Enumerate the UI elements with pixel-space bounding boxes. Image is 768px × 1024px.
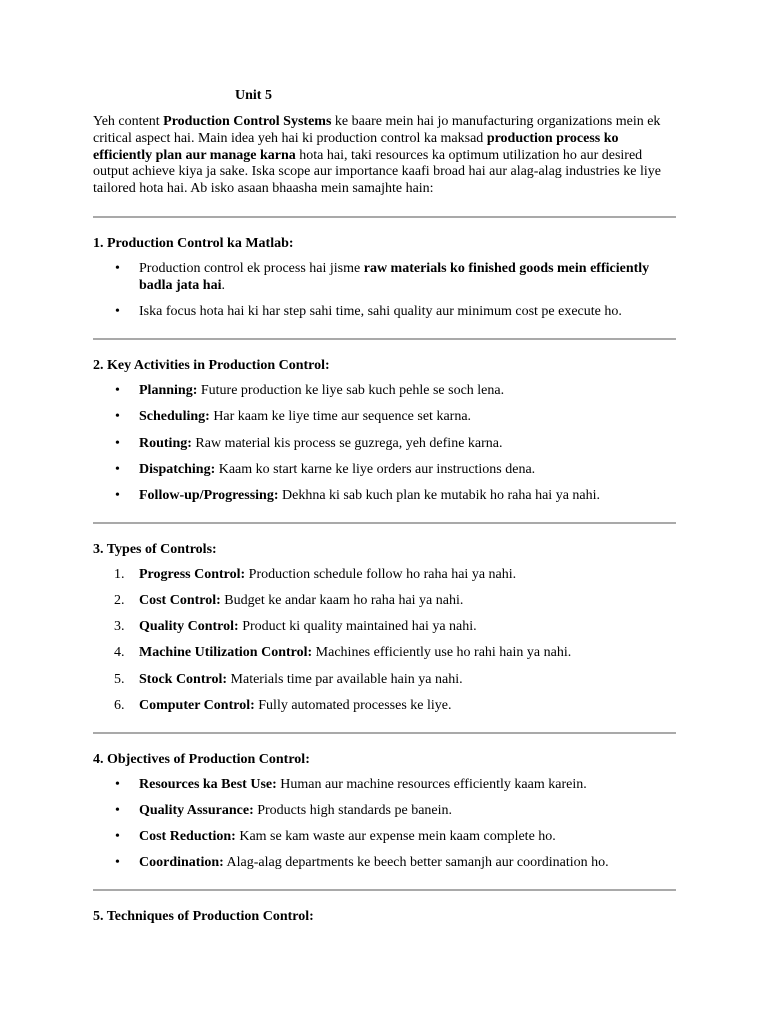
list-item [93, 408, 676, 425]
list-item [93, 618, 676, 635]
item-desc: Har kaam ke liye time aur sequence set karna. [209, 409, 472, 425]
intro-text-1: Yeh content [93, 114, 164, 129]
bullet-list-2 [93, 382, 676, 504]
item-number: 2. [114, 593, 125, 609]
bullet-marker: • [115, 409, 120, 425]
item-desc: Products high standards pe banein. [253, 803, 453, 819]
bullet-marker: • [115, 435, 120, 451]
item-bold: raw materials ko finished goods mein efficiently badla jata hai [139, 260, 650, 293]
item-desc: Production schedule follow ho raha hai ya nahi. [245, 566, 517, 582]
item-term: Routing: [139, 435, 192, 451]
document-page [93, 86, 676, 933]
list-item [93, 435, 676, 452]
list-item [93, 566, 676, 583]
item-term: Cost Control: [139, 593, 221, 609]
item-desc: Alag-alag departments ke beech better samanjh aur coordination ho. [223, 855, 609, 871]
list-item [93, 260, 676, 294]
item-term: Quality Assurance: [139, 803, 254, 819]
item-number: 4. [114, 645, 125, 661]
item-term: Progress Control: [139, 566, 246, 582]
section-heading-2: 2. Key Activities in Production Control: [93, 358, 330, 374]
list-item [93, 802, 676, 819]
item-desc: Dekhna ki sab kuch plan ke mutabik ho raha hai ya nahi. [278, 487, 601, 503]
section-divider [93, 522, 676, 524]
item-term: Cost Reduction: [139, 829, 236, 845]
bullet-list-4 [93, 776, 676, 872]
bullet-marker: • [115, 776, 120, 792]
intro-text-3: hota hai, taki resources ka optimum utilization ho aur desired output achieve kiya ja sake. Iska scope aur importance kaafi broad hai aur alag-alag industries ke liye tailored hota hai. Ab isko asaan bhaasha mein samajhte hain: [93, 147, 661, 197]
bullet-marker: • [115, 304, 120, 320]
section-divider [93, 338, 676, 340]
bullet-marker: • [115, 855, 120, 871]
list-item [93, 854, 676, 871]
item-desc: Product ki quality maintained hai ya nahi. [238, 619, 477, 635]
item-term: Follow-up/Progressing: [139, 487, 279, 503]
intro-bold-1: Production Control Systems [163, 114, 332, 129]
section-heading-4: 4. Objectives of Production Control: [93, 751, 310, 767]
bullet-marker: • [115, 461, 120, 477]
bullet-marker: • [115, 383, 120, 399]
list-item [93, 697, 676, 714]
section-heading-3: 3. Types of Controls: [93, 541, 217, 557]
item-term: Computer Control: [139, 697, 255, 713]
list-item [93, 382, 676, 399]
list-item [93, 461, 676, 478]
section-divider [93, 732, 676, 734]
item-number: 5. [114, 671, 125, 687]
item-text: Production control ek process hai jisme [139, 260, 364, 276]
item-term: Coordination: [139, 855, 224, 871]
section-divider [93, 216, 676, 218]
page-title: Unit 5 [235, 88, 272, 103]
item-text: . [221, 277, 225, 293]
item-desc: Human aur machine resources efficiently kaam karein. [276, 776, 587, 792]
item-desc: Kam se kam waste aur expense mein kaam complete ho. [235, 829, 556, 845]
section-heading-1: 1. Production Control ka Matlab: [93, 235, 294, 251]
item-term: Resources ka Best Use: [139, 776, 277, 792]
item-desc: Materials time par available hain ya nahi. [227, 671, 463, 687]
intro-bold-2: production process ko efficiently plan aur manage karna [93, 130, 619, 163]
item-term: Scheduling: [139, 409, 210, 425]
intro-text-2: ke baare mein hai jo manufacturing organizations mein ek critical aspect hai. Main idea yeh hai ki production control ka maksad [93, 114, 661, 146]
item-desc: Machines efficiently use ho rahi hain ya nahi. [312, 645, 572, 661]
bullet-marker: • [115, 803, 120, 819]
item-text: Iska focus hota hai ki har step sahi time, sahi quality aur minimum cost pe execute ho. [139, 304, 622, 320]
item-number: 1. [114, 566, 125, 582]
bullet-list-1 [93, 260, 676, 320]
item-desc: Future production ke liye sab kuch pehle se soch lena. [197, 383, 505, 399]
bullet-marker: • [115, 829, 120, 845]
item-desc: Raw material kis process se guzrega, yeh define karna. [191, 435, 503, 451]
list-item [93, 671, 676, 688]
item-number: 6. [114, 697, 125, 713]
list-item [93, 776, 676, 793]
item-term: Machine Utilization Control: [139, 645, 313, 661]
item-number: 3. [114, 619, 125, 635]
numbered-list-3 [93, 566, 676, 714]
item-desc: Budget ke andar kaam ho raha hai ya nahi. [220, 593, 464, 609]
section-divider [93, 889, 676, 891]
bullet-marker: • [115, 487, 120, 503]
item-term: Dispatching: [139, 461, 216, 477]
list-item [93, 592, 676, 609]
list-item [93, 303, 676, 320]
bullet-marker: • [115, 260, 120, 276]
list-item [93, 644, 676, 661]
list-item [93, 487, 676, 504]
item-term: Planning: [139, 383, 198, 399]
item-term: Stock Control: [139, 671, 228, 687]
item-desc: Fully automated processes ke liye. [254, 697, 452, 713]
list-item [93, 828, 676, 845]
item-desc: Kaam ko start karne ke liye orders aur instructions dena. [215, 461, 536, 477]
section-heading-5: 5. Techniques of Production Control: [93, 909, 314, 925]
intro-paragraph [93, 114, 676, 198]
item-term: Quality Control: [139, 619, 239, 635]
